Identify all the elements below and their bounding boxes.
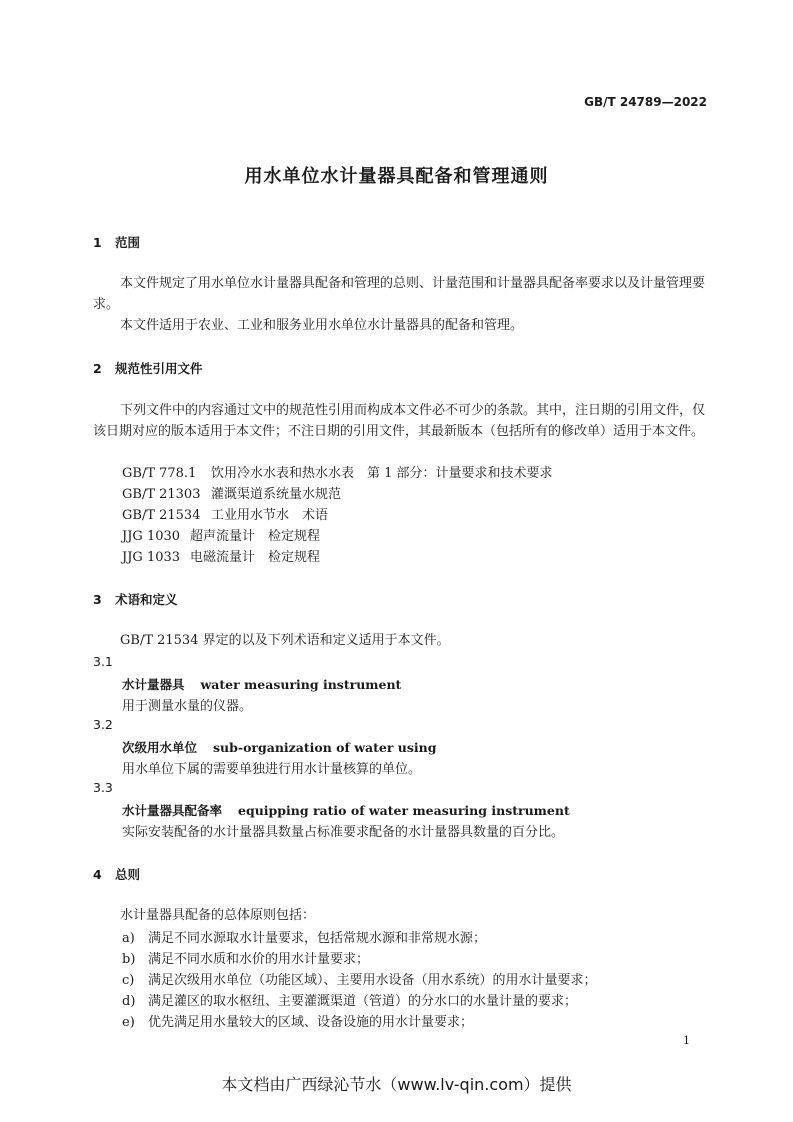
list-item bbox=[122, 990, 577, 1009]
term-english: sub-organization of water using bbox=[213, 740, 437, 755]
section-title: 总则 bbox=[115, 867, 141, 882]
term-number: 3.1 bbox=[93, 654, 113, 669]
section-number: 3 bbox=[93, 592, 102, 607]
section-3-paragraph-1: GB/T 21534 界定的以及下列术语和定义适用于本文件。 bbox=[120, 633, 450, 648]
list-item bbox=[122, 1011, 473, 1030]
standard-code: GB/T 24789—2022 bbox=[584, 95, 707, 109]
term-number: 3.2 bbox=[93, 717, 113, 732]
reference-item bbox=[122, 483, 341, 502]
reference-item bbox=[122, 504, 328, 523]
reference-code: JJG 1033 bbox=[122, 550, 181, 565]
list-text: 满足不同水源取水计量要求，包括常规水源和非常规水源； bbox=[148, 931, 487, 946]
section-1-paragraph-2: 本文件适用于农业、工业和服务业用水单位水计量器具的配备和管理。 bbox=[120, 318, 524, 333]
page-number: 1 bbox=[683, 1034, 690, 1047]
reference-title: 灌溉渠道系统量水规范 bbox=[211, 487, 342, 502]
list-text: 满足灌区的取水枢纽、主要灌溉渠道（管道）的分水口的水量计量的要求； bbox=[148, 994, 578, 1009]
term-entry bbox=[122, 801, 570, 819]
term-entry bbox=[122, 738, 436, 756]
list-item bbox=[122, 969, 597, 988]
section-number: 2 bbox=[93, 361, 102, 376]
section-title: 术语和定义 bbox=[115, 592, 178, 607]
list-marker: d) bbox=[122, 994, 136, 1009]
reference-item bbox=[122, 525, 320, 544]
list-item bbox=[122, 948, 369, 967]
reference-code: GB/T 21303 bbox=[122, 487, 201, 502]
reference-code: JJG 1030 bbox=[122, 529, 181, 544]
section-2-heading bbox=[93, 359, 203, 377]
reference-item bbox=[122, 546, 320, 565]
term-english: water measuring instrument bbox=[200, 677, 402, 692]
list-text: 满足不同水质和水价的用水计量要求； bbox=[148, 952, 370, 967]
list-text: 优先满足用水量较大的区域、设备设施的用水计量要求； bbox=[148, 1015, 474, 1030]
section-number: 1 bbox=[93, 235, 102, 250]
section-1-heading bbox=[93, 233, 140, 251]
term-chinese: 水计量器具 bbox=[122, 677, 185, 692]
reference-title: 超声流量计 检定规程 bbox=[190, 529, 321, 544]
list-text: 满足次级用水单位（功能区域）、主要用水设备（用水系统）的用水计量要求； bbox=[148, 973, 597, 988]
term-definition: 用水单位下属的需要单独进行用水计量核算的单位。 bbox=[122, 762, 422, 777]
section-title: 范围 bbox=[115, 235, 141, 250]
section-4-heading bbox=[93, 865, 140, 883]
reference-title: 饮用冷水水表和热水水表 第 1 部分：计量要求和技术要求 bbox=[211, 466, 553, 481]
section-4-paragraph-1: 水计量器具配备的总体原则包括： bbox=[120, 908, 316, 923]
section-1-paragraph-1: 本文件规定了用水单位水计量器具配备和管理的总则、计量范围和计量器具配备率要求以及计量管理要求。 bbox=[93, 276, 706, 312]
term-chinese: 次级用水单位 bbox=[122, 740, 198, 755]
reference-item bbox=[122, 462, 553, 481]
document-title: 用水单位水计量器具配备和管理通则 bbox=[244, 166, 549, 187]
section-3-heading bbox=[93, 590, 178, 608]
term-english: equipping ratio of water measuring instrument bbox=[238, 803, 570, 818]
list-marker: b) bbox=[122, 952, 136, 967]
list-marker: a) bbox=[122, 931, 135, 946]
term-definition: 实际安装配备的水计量器具数量占标准要求配备的水计量器具数量的百分比。 bbox=[122, 825, 565, 840]
section-title: 规范性引用文件 bbox=[115, 361, 203, 376]
term-definition: 用于测量水量的仪器。 bbox=[122, 699, 253, 714]
term-number: 3.3 bbox=[93, 780, 113, 795]
footer-notice: 本文档由广西绿沁节水（www.lv-qin.com）提供 bbox=[221, 1075, 572, 1094]
reference-code: GB/T 778.1 bbox=[122, 466, 197, 481]
list-marker: e) bbox=[122, 1015, 135, 1030]
term-entry bbox=[122, 675, 401, 693]
section-number: 4 bbox=[93, 867, 102, 882]
list-item bbox=[122, 927, 486, 946]
section-2-paragraph-1: 下列文件中的内容通过文中的规范性引用而构成本文件必不可少的条款。其中，注日期的引用文件，仅该日期对应的版本适用于本文件；不注日期的引用文件，其最新版本（包括所有的修改单）适用于本文件。 bbox=[93, 403, 706, 439]
term-chinese: 水计量器具配备率 bbox=[122, 803, 223, 818]
reference-code: GB/T 21534 bbox=[122, 508, 201, 523]
reference-title: 电磁流量计 检定规程 bbox=[190, 550, 321, 565]
list-marker: c) bbox=[122, 973, 135, 988]
reference-title: 工业用水节水 术语 bbox=[211, 508, 329, 523]
